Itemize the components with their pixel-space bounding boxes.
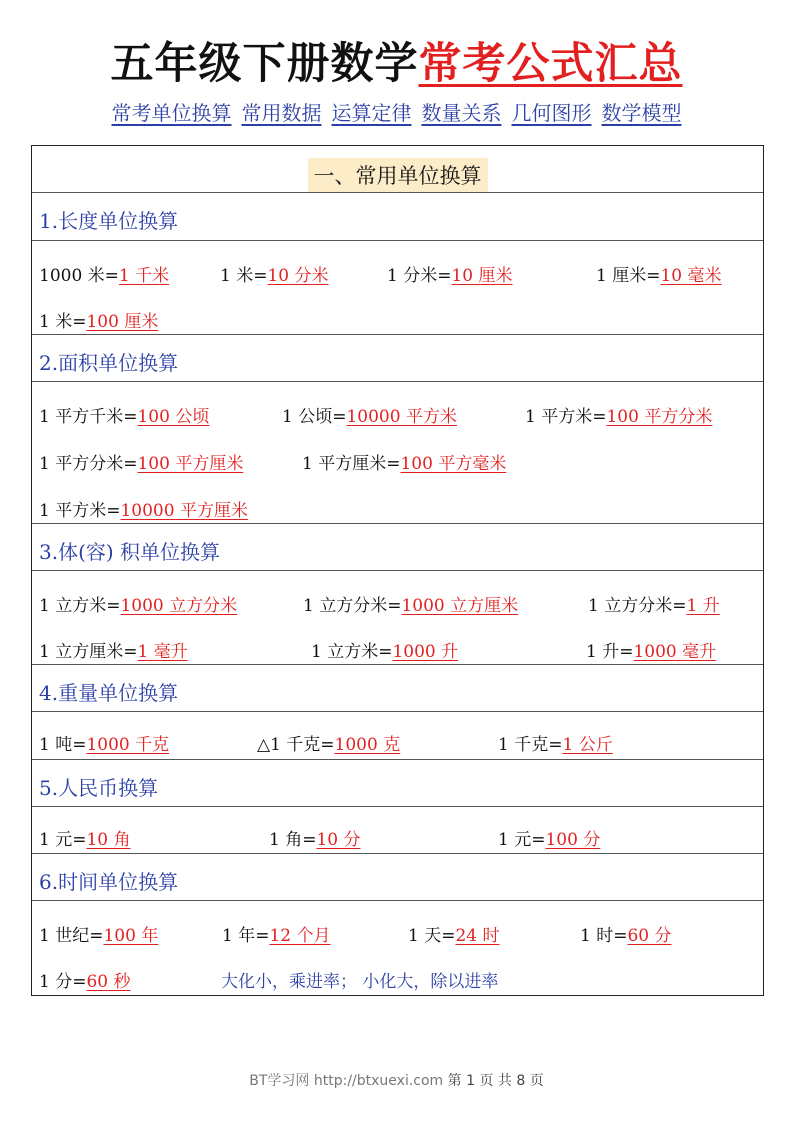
conversion-item: 1 平方厘米=100 平方毫米 <box>302 454 507 474</box>
table-heading: 一、常用单位换算 <box>308 158 488 192</box>
section-body-money <box>32 807 763 854</box>
conversion-item: 1 平方米=100 平方分米 <box>525 407 713 427</box>
conversion-item: 1 米=100 厘米 <box>39 312 159 332</box>
topic-link[interactable]: 运算定律 <box>331 101 412 125</box>
conversion-item: 1 天=24 时 <box>408 926 500 946</box>
conversion-item: 1 世纪=100 年 <box>39 926 159 946</box>
section-body-volume <box>32 571 763 665</box>
conversion-item: 1 平方米=10000 平方厘米 <box>39 501 248 521</box>
section-header-weight <box>32 665 763 712</box>
section-title: 3.体(容) 积单位换算 <box>39 540 221 564</box>
conversion-item: 1 分米=10 厘米 <box>387 266 513 286</box>
conversion-item: 1 立方厘米=1 毫升 <box>39 642 188 662</box>
section-title: 6.时间单位换算 <box>39 870 179 894</box>
topic-links <box>0 97 793 126</box>
conversion-item: 1 立方分米=1000 立方厘米 <box>303 596 519 616</box>
conversion-item: 1 年=12 个月 <box>222 926 331 946</box>
conversion-item: 1000 米=1 千米 <box>39 266 170 286</box>
section-title: 5.人民币换算 <box>39 776 159 800</box>
conversion-item: 1 平方分米=100 平方厘米 <box>39 454 244 474</box>
conversion-item: 1 立方分米=1 升 <box>588 596 720 616</box>
conversion-item: 1 元=100 分 <box>498 830 601 850</box>
section-body-length <box>32 241 763 335</box>
conversion-item: 1 千克=1 公斤 <box>498 735 613 755</box>
conversion-item: △1 千克=1000 克 <box>257 735 401 755</box>
conversion-item: 1 元=10 角 <box>39 830 131 850</box>
conversion-item: 1 吨=1000 千克 <box>39 735 170 755</box>
page-title: 五年级下册数学常考公式汇总 <box>110 39 683 89</box>
section-body-area <box>32 382 763 524</box>
conversion-item: 1 升=1000 毫升 <box>586 642 717 662</box>
conversion-item: 1 厘米=10 毫米 <box>596 266 722 286</box>
section-header-money <box>32 760 763 807</box>
section-header-length <box>32 193 763 241</box>
conversion-item: 1 公顷=10000 平方米 <box>282 407 457 427</box>
section-header-time <box>32 854 763 901</box>
table-heading-row <box>32 146 763 193</box>
section-body-weight <box>32 712 763 760</box>
section-title: 1.长度单位换算 <box>39 209 179 233</box>
conversion-item: 1 立方米=1000 升 <box>311 642 459 662</box>
conversion-item: 1 平方千米=100 公顷 <box>39 407 210 427</box>
topic-link[interactable]: 常用数据 <box>241 101 322 125</box>
conversion-tip: 大化小，乘进率； 小化大，除以进率 <box>221 972 499 992</box>
page-footer <box>0 1070 793 1090</box>
topic-link[interactable]: 常考单位换算 <box>111 101 232 125</box>
section-title: 2.面积单位换算 <box>39 351 179 375</box>
topic-link[interactable]: 数量关系 <box>421 101 502 125</box>
conversion-item: 1 米=10 分米 <box>220 266 329 286</box>
topic-link[interactable]: 几何图形 <box>511 101 592 125</box>
section-header-area <box>32 335 763 382</box>
conversion-item: 1 立方米=1000 立方分米 <box>39 596 238 616</box>
watermark: BT学习网 http://btxuexi.com <box>249 1073 444 1089</box>
section-title: 4.重量单位换算 <box>39 681 179 705</box>
conversion-item: 1 时=60 分 <box>580 926 672 946</box>
conversion-table <box>31 145 764 996</box>
section-header-volume <box>32 524 763 571</box>
conversion-item: 1 分=60 秒 <box>39 972 131 992</box>
page-number: 第 1 页 共 8 页 <box>447 1073 544 1089</box>
conversion-item: 1 角=10 分 <box>269 830 361 850</box>
topic-link[interactable]: 数学模型 <box>601 101 682 125</box>
section-body-time <box>32 901 763 995</box>
